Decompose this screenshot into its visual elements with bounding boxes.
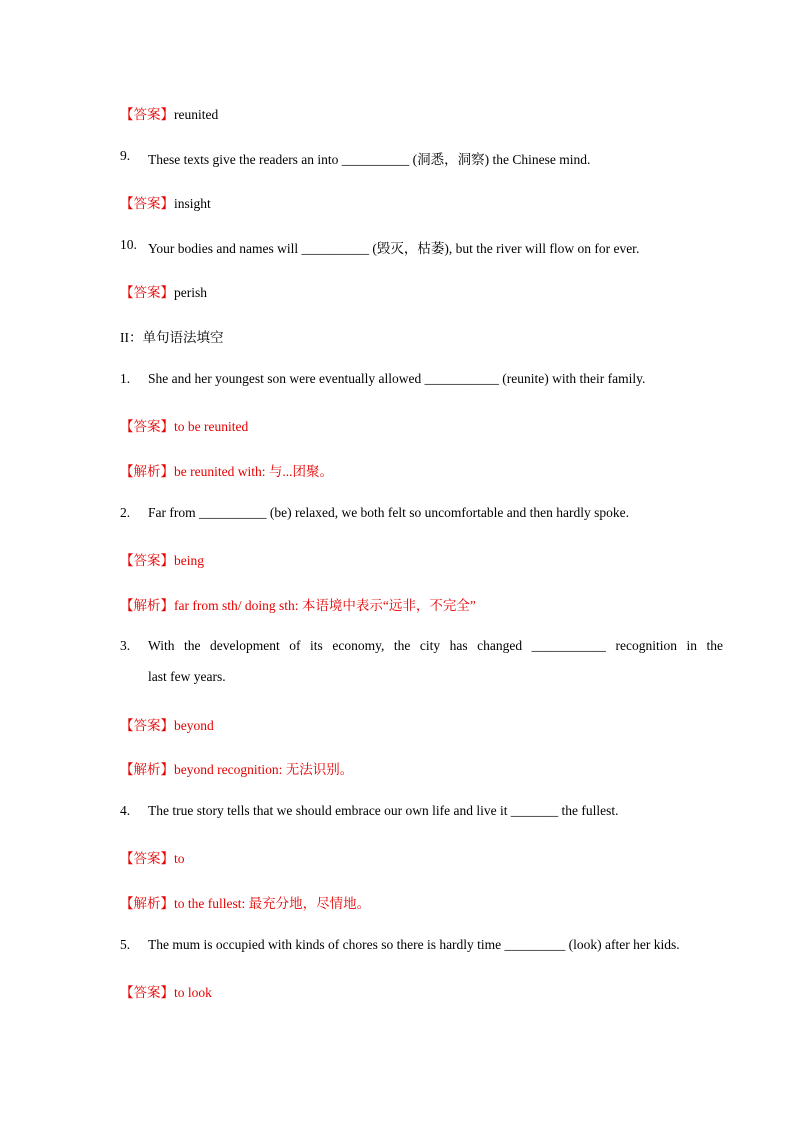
answer-value: beyond: [174, 718, 214, 733]
question-number: 2.: [120, 505, 131, 520]
question-number: 4.: [120, 803, 131, 818]
analysis-text: to the fullest: 最充分地，尽情地。: [174, 896, 371, 911]
analysis-tag: 【解析】: [120, 598, 174, 613]
answer-value: perish: [174, 285, 207, 300]
answer-3: [120, 714, 214, 734]
analysis-tag: 【解析】: [120, 896, 174, 911]
answer-value: insight: [174, 196, 211, 211]
answer-value: to look: [174, 985, 212, 1000]
analysis-text: be reunited with: 与...团聚。: [174, 464, 333, 479]
question-number: 3.: [120, 638, 131, 653]
question-number: 1.: [120, 371, 131, 386]
answer-tag: 【答案】: [120, 196, 174, 211]
question-text: She and her youngest son were eventually allowed ___________ (reunite) with their family.: [148, 371, 646, 386]
section-heading: II：单句语法填空: [120, 330, 224, 345]
answer-tag: 【答案】: [120, 851, 174, 866]
question-number: 10.: [120, 237, 137, 252]
question-text: Far from __________ (be) relaxed, we both felt so uncomfortable and then hardly spoke.: [148, 505, 629, 520]
answer-tag: 【答案】: [120, 553, 174, 568]
analysis-4: [120, 892, 370, 912]
answer-9: [120, 192, 211, 212]
answer-1: [120, 415, 248, 435]
answer-value: reunited: [174, 107, 219, 122]
question-text-line2: last few years.: [148, 669, 226, 684]
answer-tag: 【答案】: [120, 419, 174, 434]
answer-8: [120, 103, 218, 123]
answer-value: to: [174, 851, 185, 866]
question-text-line1: With the development of its economy, the city has changed ___________ recognition in the: [148, 638, 723, 653]
answer-value: being: [174, 553, 204, 568]
answer-5: [120, 981, 212, 1001]
answer-tag: 【答案】: [120, 985, 174, 1000]
answer-2: [120, 549, 204, 569]
answer-tag: 【答案】: [120, 107, 174, 122]
analysis-tag: 【解析】: [120, 762, 174, 777]
answer-tag: 【答案】: [120, 718, 174, 733]
analysis-3: [120, 758, 353, 778]
question-text: Your bodies and names will __________ (毁灭，枯萎), but the river will flow on for ever.: [148, 241, 640, 256]
answer-value: to be reunited: [174, 419, 249, 434]
question-number: 5.: [120, 937, 131, 952]
analysis-text: beyond recognition: 无法识别。: [174, 762, 354, 777]
question-text: These texts give the readers an into __________ (洞悉，洞察) the Chinese mind.: [148, 152, 591, 167]
analysis-2: [120, 594, 476, 614]
answer-10: [120, 281, 207, 301]
question-text: The true story tells that we should embrace our own life and live it _______ the fullest.: [148, 803, 619, 818]
analysis-tag: 【解析】: [120, 464, 174, 479]
answer-tag: 【答案】: [120, 285, 174, 300]
analysis-1: [120, 460, 333, 480]
question-number: 9.: [120, 148, 131, 163]
analysis-text: far from sth/ doing sth: 本语境中表示“远非，不完全”: [174, 598, 476, 613]
question-text: The mum is occupied with kinds of chores so there is hardly time _________ (look) after her kids.: [148, 937, 680, 952]
answer-4: [120, 847, 185, 867]
